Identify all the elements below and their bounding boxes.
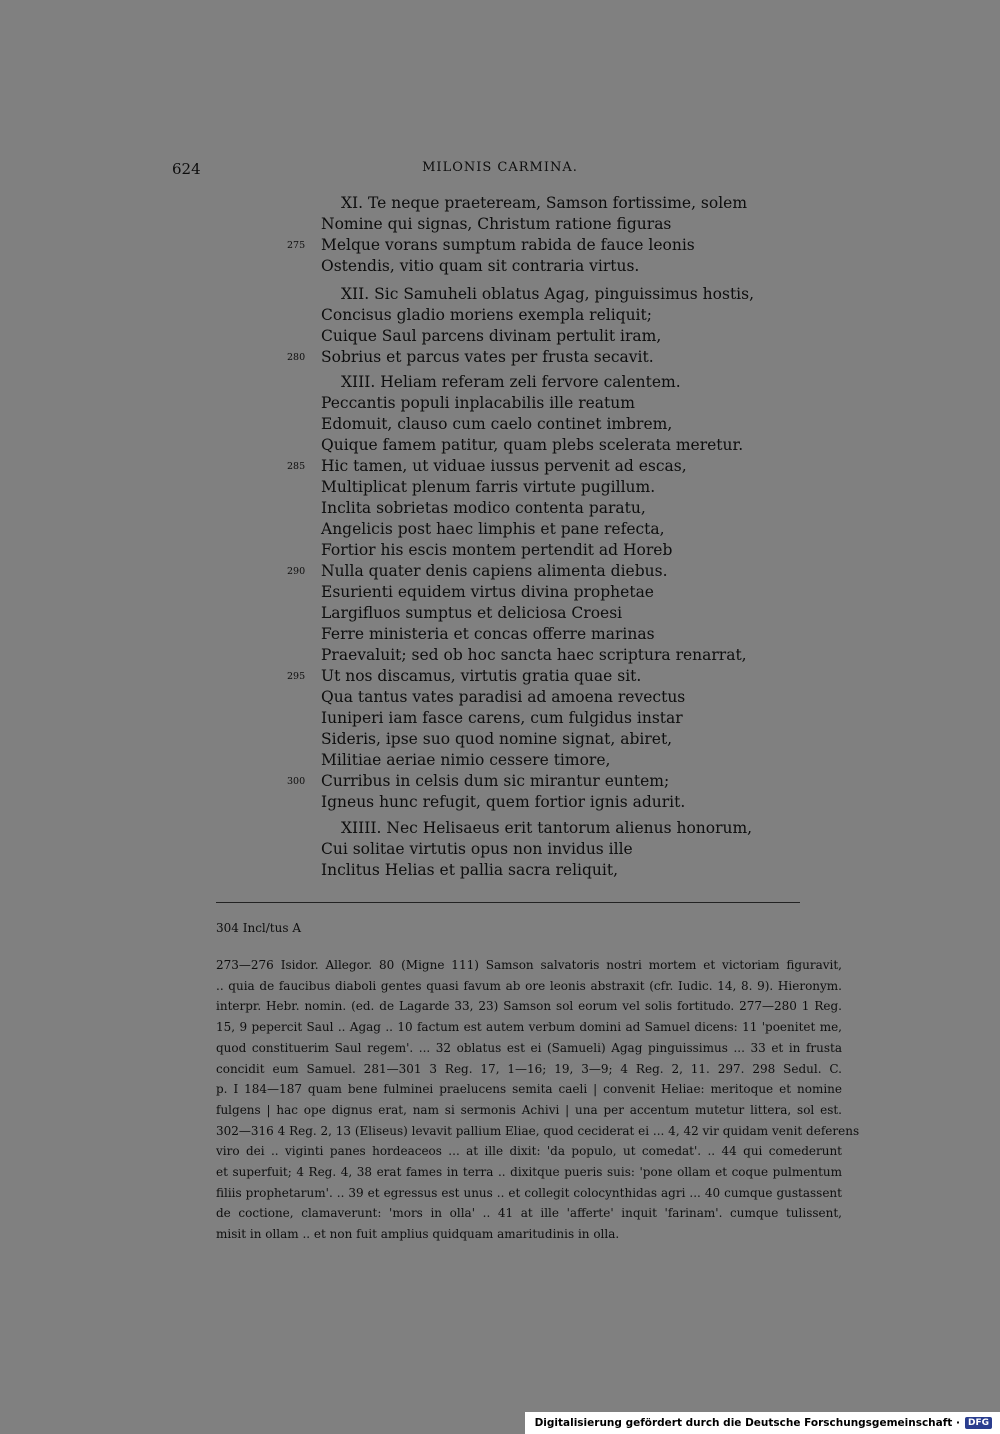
verse-line: Angelicis post haec limphis et pane refecta, xyxy=(321,520,665,538)
verse-line: Militiae aeriae nimio cessere timore, xyxy=(321,751,611,769)
line-number: 285 xyxy=(287,461,306,472)
running-head: MILONIS CARMINA. xyxy=(422,160,578,175)
footnote-rule xyxy=(216,902,800,903)
verse-line: Edomuit, clauso cum caelo continet imbrem, xyxy=(321,415,673,433)
note-line: fulgens | hac ope dignus erat, nam si sermonis Achivi | una per accentum mutetur littera, sol est. xyxy=(216,1102,842,1117)
verse-line: Cuique Saul parcens divinam pertulit iram, xyxy=(321,327,662,345)
line-number: 275 xyxy=(287,240,306,251)
critical-apparatus: 304 Incl/tus A xyxy=(216,921,301,935)
note-line: de coctione, clamaverunt: 'mors in olla' .. 41 at ille 'afferte' inquit 'farinam'. cumque tulissent, xyxy=(216,1206,842,1221)
verse-line: Concisus gladio moriens exempla reliquit; xyxy=(321,306,652,324)
verse-line: Esurienti equidem virtus divina prophetae xyxy=(321,583,654,601)
verse-line: Qua tantus vates paradisi ad amoena revectus xyxy=(321,688,686,706)
note-line: et superfuit; 4 Reg. 4, 38 erat fames in terra .. dixitque pueris suis: 'pone ollam et coque pulmentum xyxy=(216,1165,842,1180)
verse-line: Multiplicat plenum farris virtute pugillum. xyxy=(321,478,656,496)
note-line: .. quia de faucibus diaboli gentes quasi favum ab ore leonis abstraxit (cfr. Iudic. 14, 8. 9). Hieronym. xyxy=(216,978,842,993)
line-number: 295 xyxy=(287,671,306,682)
verse-line: Curribus in celsis dum sic mirantur euntem; xyxy=(321,772,670,790)
verse-line: Inclitus Helias et pallia sacra reliquit, xyxy=(321,861,619,879)
verse-line: Peccantis populi inplacabilis ille reatum xyxy=(321,394,635,412)
verse-line: Igneus hunc refugit, quem fortior ignis adurit. xyxy=(321,793,686,811)
verse-line: Inclita sobrietas modico contenta paratu, xyxy=(321,499,646,517)
verse-line: Nomine qui signas, Christum ratione figuras xyxy=(321,215,672,233)
verse-line: Cui solitae virtutis opus non invidus ille xyxy=(321,840,633,858)
dfg-logo: DFG xyxy=(965,1417,992,1429)
note-line: quod constituerim Saul regem'. ... 32 oblatus est ei (Samueli) Agag pinguissimus ... 33 et in frusta xyxy=(216,1040,842,1055)
verse-line: XIII. Heliam referam zeli fervore calentem. xyxy=(341,373,681,391)
line-number: 280 xyxy=(287,352,306,363)
verse-line: Ostendis, vitio quam sit contraria virtus. xyxy=(321,257,640,275)
verse-line: XI. Te neque praeteream, Samson fortissime, solem xyxy=(341,194,748,212)
verse-line: Hic tamen, ut viduae iussus pervenit ad escas, xyxy=(321,457,687,475)
verse-line: XII. Sic Samuheli oblatus Agag, pinguissimus hostis, xyxy=(341,285,755,303)
verse-line: Sobrius et parcus vates per frusta secavit. xyxy=(321,348,654,366)
footer-text: Digitalisierung gefördert durch die Deutsche Forschungsgemeinschaft · xyxy=(534,1417,960,1429)
verse-line: Melque vorans sumptum rabida de fauce leonis xyxy=(321,236,695,254)
verse-line: Quique famem patitur, quam plebs scelerata meretur. xyxy=(321,436,744,454)
note-line: interpr. Hebr. nomin. (ed. de Lagarde 33, 23) Samson sol eorum vel solis fortitudo. 277—280 1 Reg. xyxy=(216,999,842,1014)
verse-line: Nulla quater denis capiens alimenta diebus. xyxy=(321,562,668,580)
note-line: viro dei .. viginti panes hordeaceos ... at ille dixit: 'da populo, ut comedat'. .. 44 qui comederunt xyxy=(216,1144,842,1159)
note-line: 273—276 Isidor. Allegor. 80 (Migne 111) Samson salvatoris nostri mortem et victoriam figuravit, xyxy=(216,958,842,972)
note-line: 15, 9 pepercit Saul .. Agag .. 10 factum est autem verbum domini ad Samuel dicens: 11 'poenitet me, xyxy=(216,1020,842,1035)
source-notes xyxy=(216,955,860,1245)
note-line: concidit eum Samuel. 281—301 3 Reg. 17, 1—16; 19, 3—9; 4 Reg. 2, 11. 297. 298 Sedul. C. xyxy=(216,1061,842,1076)
verse-line: Praevaluit; sed ob hoc sancta haec scriptura renarrat, xyxy=(321,646,747,664)
verse-line: Ferre ministeria et concas offerre marinas xyxy=(321,625,655,643)
note-line: 302—316 4 Reg. 2, 13 (Eliseus) levavit pallium Eliae, quod ceciderat ei ... 4, 42 vir quidam venit deferens xyxy=(216,1123,860,1138)
verse-line: Sideris, ipse suo quod nomine signat, abiret, xyxy=(321,730,673,748)
verse-line: XIIII. Nec Helisaeus erit tantorum alienus honorum, xyxy=(341,819,753,837)
page-number: 624 xyxy=(172,160,201,178)
note-line: misit in ollam .. et non fuit amplius quidquam amaritudinis in olla. xyxy=(216,1227,620,1242)
funding-footer xyxy=(525,1412,1000,1434)
note-line: p. I 184—187 quam bene fulminei praelucens semita caeli | convenit Heliae: meritoque et nomine xyxy=(216,1082,842,1097)
note-line: filiis prophetarum'. .. 39 et egressus est unus .. et collegit colocynthidas agri ... 40 cumque gustassent xyxy=(216,1185,842,1200)
verse-line: Iuniperi iam fasce carens, cum fulgidus instar xyxy=(321,709,683,727)
verse-line: Ut nos discamus, virtutis gratia quae sit. xyxy=(321,667,642,685)
verse-line: Largifluos sumptus et deliciosa Croesi xyxy=(321,604,623,622)
line-number: 290 xyxy=(287,566,306,577)
verse-line: Fortior his escis montem pertendit ad Horeb xyxy=(321,541,673,559)
line-number: 300 xyxy=(287,776,306,787)
